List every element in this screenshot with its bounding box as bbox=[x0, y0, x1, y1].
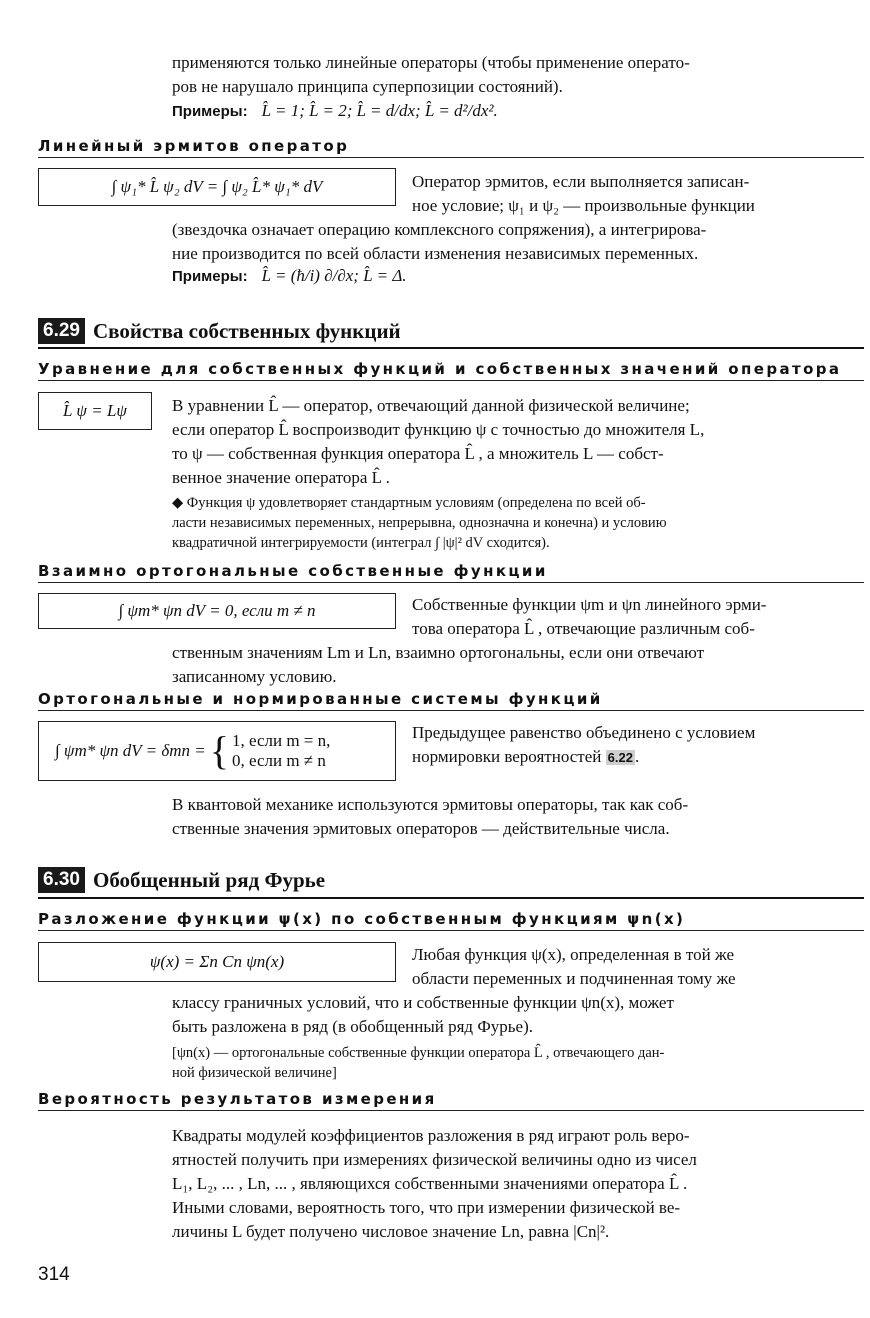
heading-hermitian: Линейный эрмитов оператор bbox=[38, 137, 350, 155]
rule bbox=[38, 710, 864, 711]
examples-label: Примеры: bbox=[172, 268, 248, 285]
rule bbox=[38, 380, 864, 381]
page-number: 314 bbox=[38, 1264, 70, 1285]
formula-normalized bbox=[38, 721, 396, 781]
section-title: Свойства собственных функций bbox=[92, 318, 401, 343]
section-rule bbox=[38, 347, 864, 349]
eigen-text-3: то ψ — собственная функция оператора L̂ , а множитель L — собст- bbox=[172, 444, 664, 463]
hermitian-text-4: ние производится по всей области изменения независимых переменных. bbox=[172, 244, 699, 263]
formula-expansion: ψ(x) = Σn Cn ψn(x) bbox=[38, 942, 396, 982]
top-line-1: применяются только линейные операторы (чтобы применение операто- bbox=[172, 53, 690, 72]
norm-cases bbox=[232, 731, 330, 771]
prob-text-2: ятностей получить при измерениях физической величины одно из чисел bbox=[172, 1150, 697, 1169]
section-number-badge: 6.30 bbox=[38, 867, 85, 893]
hermitian-text-3: (звездочка означает операцию комплексного сопряжения), а интегрирова- bbox=[172, 220, 707, 239]
quantum-text-2: ственные значения эрмитовых операторов — действительные числа. bbox=[172, 819, 670, 838]
heading-probability: Вероятность результатов измерения bbox=[38, 1090, 437, 1108]
section-rule bbox=[38, 897, 864, 899]
norm-text-2: нормировки вероятностей bbox=[412, 747, 602, 766]
orth-text-2: това оператора L̂ , отвечающие различным соб- bbox=[412, 619, 755, 638]
section-6-29-header bbox=[38, 318, 401, 344]
norm-formula-left: ∫ ψm* ψn dV = δmn = bbox=[55, 741, 206, 760]
norm-text-2-line: нормировки вероятностей 6.22 . bbox=[412, 747, 640, 766]
prob-text-5: личины L будет получено числовое значение Ln, равна |Cn|². bbox=[172, 1222, 610, 1241]
prob-text-3: L₁, L₂, ... , Ln, ... , являющихся собственными значениями оператора L̂ . bbox=[172, 1174, 688, 1193]
hermitian-text-2: ное условие; ψ₁ и ψ₂ — произвольные функции bbox=[412, 196, 755, 215]
exp-note-2: ной физической величине] bbox=[172, 1065, 337, 1081]
prob-text-4: Иными словами, вероятность того, что при измерении физической ве- bbox=[172, 1198, 681, 1217]
heading-orthogonal: Взаимно ортогональные собственные функции bbox=[38, 562, 548, 580]
orth-text-3: ственным значениям Lm и Ln, взаимно ортогональны, если они отвечают bbox=[172, 643, 705, 662]
cross-reference-link[interactable]: 6.22 bbox=[607, 750, 633, 765]
examples-label: Примеры: bbox=[172, 103, 248, 120]
hermitian-examples bbox=[172, 266, 407, 286]
norm-case-1: 1, если m = n, bbox=[231, 731, 331, 750]
section-title: Обобщенный ряд Фурье bbox=[92, 867, 326, 892]
heading-expansion: Разложение функции ψ(x) по собственным функциям ψn(x) bbox=[38, 910, 686, 928]
top-examples bbox=[172, 101, 498, 121]
orth-text-4: записанному условию. bbox=[172, 667, 337, 686]
formula-eigen: L̂ ψ = Lψ bbox=[38, 392, 152, 430]
exp-text-1: Любая функция ψ(x), определенная в той же bbox=[412, 945, 735, 964]
prob-text-1: Квадраты модулей коэффициентов разложения в ряд играют роль веро- bbox=[172, 1126, 690, 1145]
eigen-note-2: ласти независимых переменных, непрерывна, однозначна и конечна) и условию bbox=[172, 515, 667, 531]
section-number-badge: 6.29 bbox=[38, 318, 85, 344]
eigen-note-3: квадратичной интегрируемости (интеграл ∫ |ψ|² dV сходится). bbox=[172, 535, 550, 551]
heading-normalized: Ортогональные и нормированные системы функций bbox=[38, 690, 603, 708]
exp-note-1: [ψn(x) — ортогональные собственные функции оператора L̂ , отвечающего дан- bbox=[172, 1045, 665, 1061]
examples-formula: L̂ = (ħ/i) ∂/∂x; L̂ = Δ. bbox=[261, 266, 407, 285]
section-6-30-header bbox=[38, 867, 325, 893]
rule bbox=[38, 930, 864, 931]
norm-case-2: 0, если m ≠ n bbox=[231, 751, 326, 770]
rule bbox=[38, 1110, 864, 1111]
formula-hermitian: ∫ ψ₁* L̂ ψ₂ dV = ∫ ψ₂ L̂* ψ₁* dV bbox=[38, 168, 396, 206]
formula-orthogonal: ∫ ψm* ψn dV = 0, если m ≠ n bbox=[38, 593, 396, 629]
exp-text-4: быть разложена в ряд (в обобщенный ряд Фурье). bbox=[172, 1017, 533, 1036]
exp-text-3: классу граничных условий, что и собственные функции ψn(x), может bbox=[172, 993, 674, 1012]
heading-eigen: Уравнение для собственных функций и собственных значений оператора bbox=[38, 360, 842, 378]
examples-formula: L̂ = 1; L̂ = 2; L̂ = d/dx; L̂ = d²/dx². bbox=[261, 101, 498, 120]
rule bbox=[38, 157, 864, 158]
orth-text-1: Собственные функции ψm и ψn линейного эрми- bbox=[412, 595, 767, 614]
eigen-text-2: если оператор L̂ воспроизводит функцию ψ с точностью до множителя L, bbox=[172, 420, 705, 439]
quantum-text-1: В квантовой механике используются эрмитовы операторы, так как соб- bbox=[172, 795, 689, 814]
top-line-2: ров не нарушало принципа суперпозиции состояний). bbox=[172, 77, 563, 96]
exp-text-2: области переменных и подчиненная тому же bbox=[412, 969, 736, 988]
eigen-note-1: ◆ Функция ψ удовлетворяет стандартным условиям (определена по всей об- bbox=[172, 495, 646, 511]
hermitian-text-1: Оператор эрмитов, если выполняется записан- bbox=[412, 172, 750, 191]
eigen-text-1: В уравнении L̂ — оператор, отвечающий данной физической величине; bbox=[172, 396, 690, 415]
norm-text-1: Предыдущее равенство объединено с условием bbox=[412, 723, 756, 742]
brace: { bbox=[209, 728, 229, 773]
rule bbox=[38, 582, 864, 583]
eigen-text-4: венное значение оператора L̂ . bbox=[172, 468, 390, 487]
